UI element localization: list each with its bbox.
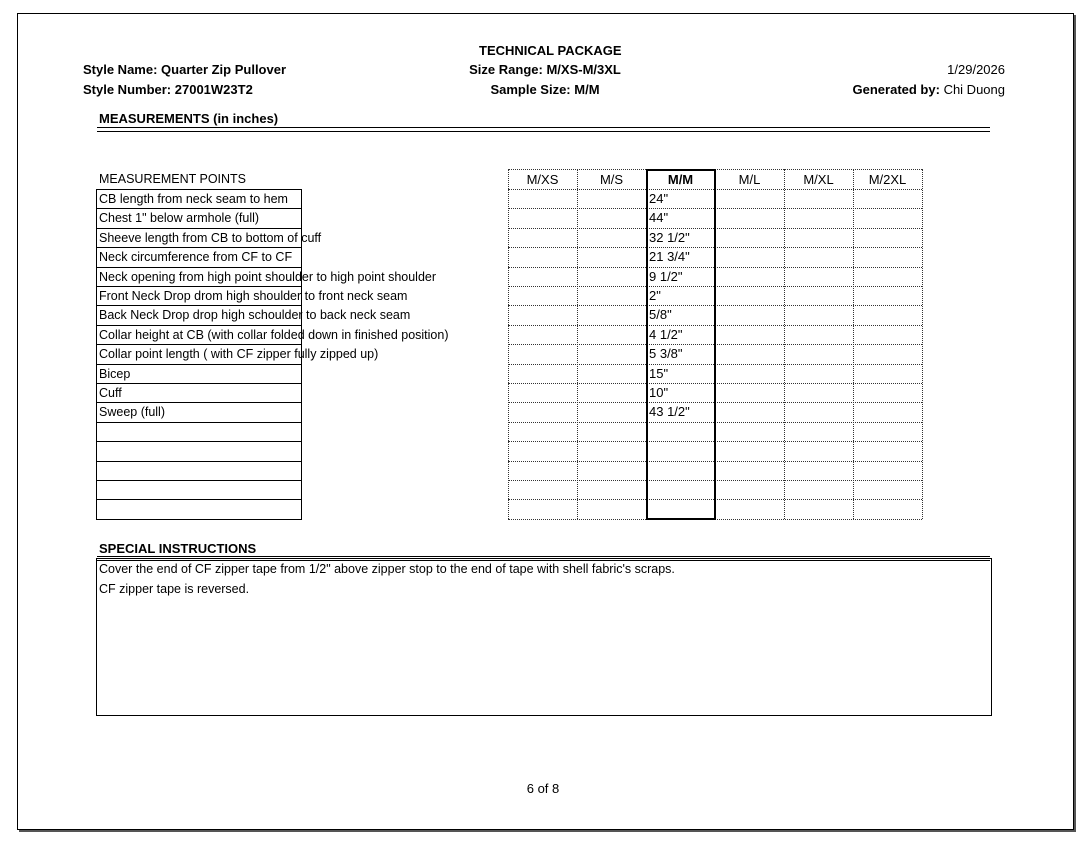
size-column-header: M/XL: [803, 172, 834, 187]
measurement-point-row: Back Neck Drop drop high schoulder to back neck seam: [96, 305, 302, 325]
generated-by-label: Generated by:: [852, 82, 940, 97]
measurement-point-row: Neck circumference from CF to CF: [96, 247, 302, 267]
measurement-point-row: Collar point length ( with CF zipper fully zipped up): [96, 344, 302, 364]
style-number-label: Style Number:: [83, 82, 172, 97]
size-column-header: M/M: [667, 172, 694, 187]
measurement-point-row: Sweep (full): [96, 402, 302, 422]
sample-size-value-cell: 43 1/2": [649, 404, 690, 420]
measurement-point-row: Sheeve length from CB to bottom of cuff: [96, 228, 302, 248]
style-name: [83, 62, 286, 77]
style-name-label: Style Name:: [83, 62, 158, 77]
sample-size-value-cell: 2": [649, 288, 661, 303]
style-number: [83, 82, 253, 97]
measurement-point-row: Bicep: [96, 364, 302, 384]
special-instructions-title: SPECIAL INSTRUCTIONS: [99, 541, 257, 556]
measurement-point-row: Neck opening from high point shoulder to high point shoulder: [96, 267, 302, 287]
style-number-value: 27001W23T2: [174, 82, 253, 97]
generated-by: [800, 82, 1005, 97]
size-range: [440, 62, 650, 77]
sample-size-value-cell: 32 1/2": [649, 229, 690, 245]
size-column-header: M/S: [599, 172, 624, 187]
measurement-point-row: [96, 499, 302, 519]
sample-size-value-cell: 4 1/2": [649, 326, 683, 342]
instruction-line-2: CF zipper tape is reversed.: [99, 582, 250, 596]
instruction-line-1: Cover the end of CF zipper tape from 1/2" above zipper stop to the end of tape with shell fabric's scraps.: [99, 562, 675, 576]
date: 1/29/2026: [947, 62, 1005, 77]
measurement-point-row: [96, 461, 302, 481]
measurement-point-row: Cuff: [96, 383, 302, 403]
sample-size-value-cell: 5/8": [649, 307, 672, 323]
sample-size-value-cell: 5 3/8": [649, 346, 683, 362]
sample-size-value-cell: 21 3/4": [649, 249, 690, 265]
generated-by-value: Chi Duong: [943, 82, 1005, 97]
sample-size-value-cell: 10": [649, 385, 669, 400]
size-range-label: Size Range:: [469, 62, 543, 77]
sample-size: [440, 82, 650, 97]
sample-size-value: M/M: [574, 82, 600, 97]
sample-size-value-cell: 44": [649, 210, 669, 226]
size-range-value: M/XS-M/3XL: [546, 62, 621, 77]
measurement-point-row: Collar height at CB (with collar folded down in finished position): [96, 325, 302, 345]
size-column-header: M/2XL: [868, 172, 907, 187]
style-name-value: Quarter Zip Pullover: [161, 62, 287, 77]
measurement-points-header: MEASUREMENT POINTS: [99, 172, 247, 186]
measurement-point-row: Chest 1" below armhole (full): [96, 208, 302, 228]
measurement-point-row: CB length from neck seam to hem: [96, 189, 302, 209]
page-title: TECHNICAL PACKAGE: [479, 43, 622, 58]
grid-column-line: [922, 169, 923, 519]
measurement-point-row: [96, 422, 302, 442]
measurement-point-row: [96, 441, 302, 461]
sample-size-value-cell: 9 1/2": [649, 268, 683, 284]
size-column-header: M/XS: [526, 172, 559, 187]
measurement-point-row: [96, 480, 302, 500]
sample-size-label: Sample Size:: [490, 82, 571, 97]
page-number: 6 of 8: [526, 781, 560, 796]
sample-size-value-cell: 24": [649, 191, 669, 206]
size-column-header: M/L: [738, 172, 761, 187]
sample-size-value-cell: 15": [649, 365, 669, 381]
measurements-section-title: MEASUREMENTS (in inches): [99, 111, 279, 126]
section-divider: [97, 127, 990, 132]
measurement-point-row: Front Neck Drop drom high shoulder to front neck seam: [96, 286, 302, 306]
